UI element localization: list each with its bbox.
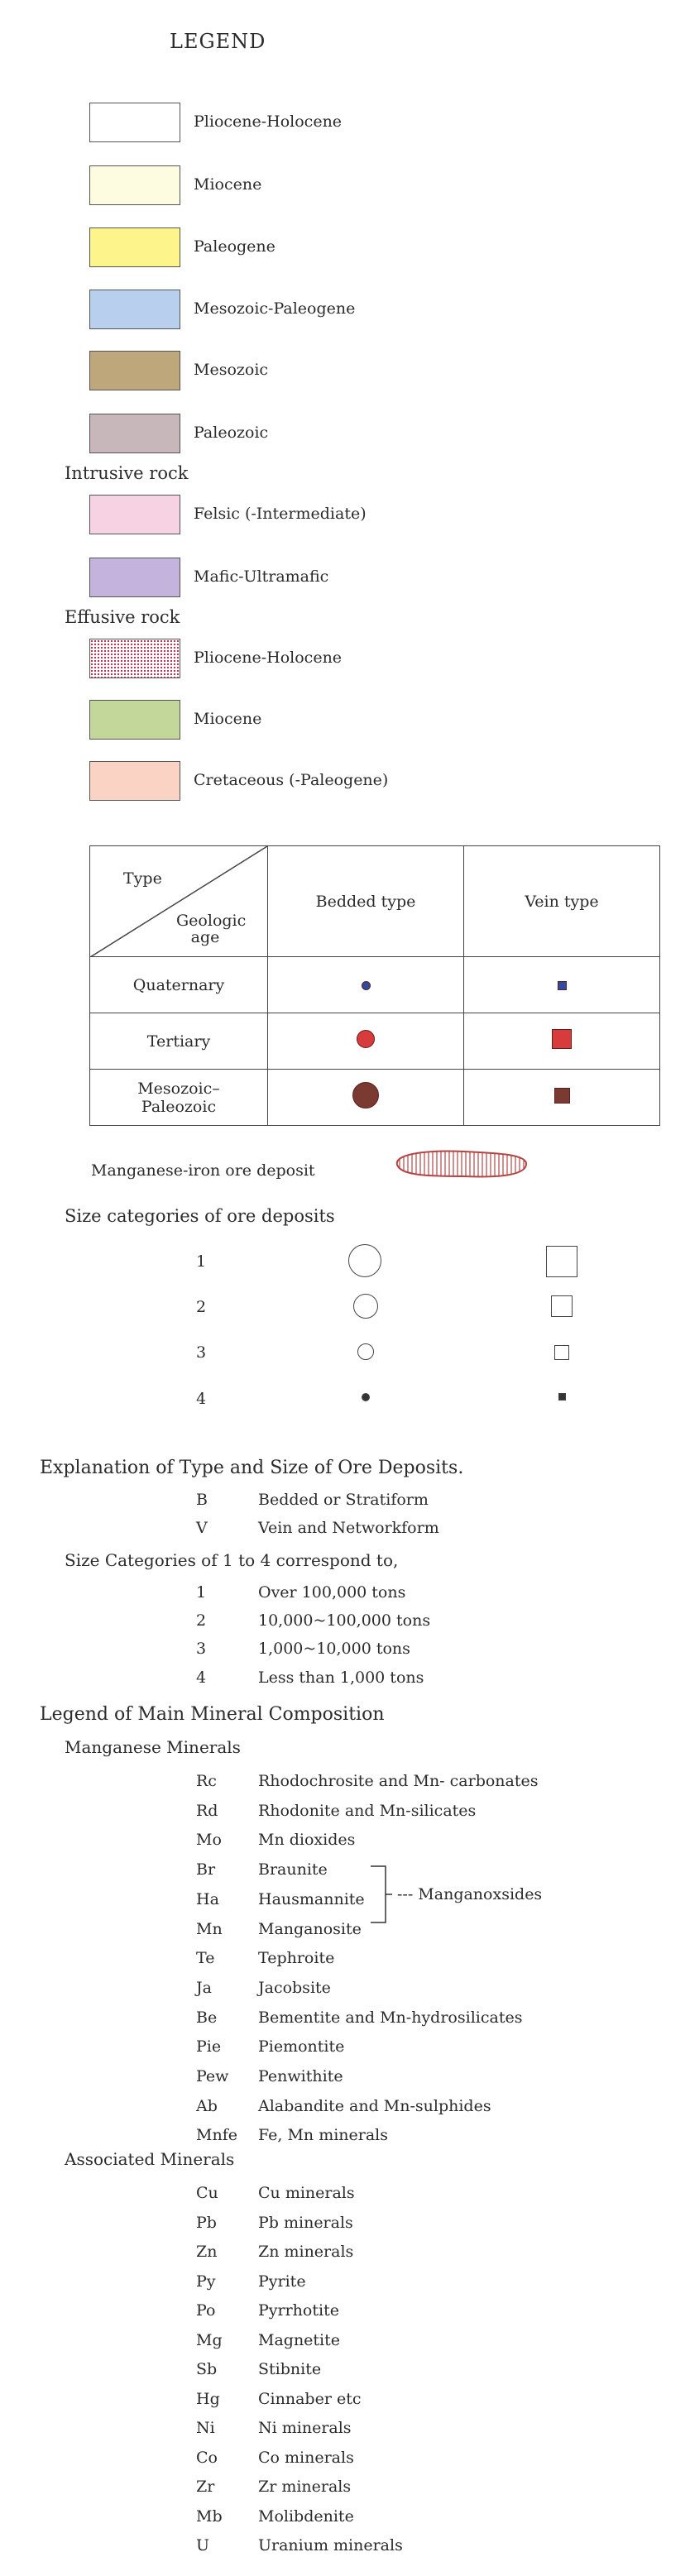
size-label: 2	[196, 1298, 207, 1316]
mineral-desc: Magnetite	[258, 2330, 341, 2349]
mineral-desc: Rhodochrosite and Mn- carbonates	[258, 1772, 539, 1790]
legend-label: Pliocene-Holocene	[194, 113, 343, 131]
mineral-code: Mn	[196, 1919, 223, 1938]
size-label: 4	[196, 1390, 207, 1408]
type-code: B	[196, 1491, 208, 1509]
legend-label: Mafic-Ultramafic	[194, 567, 329, 586]
bedded-symbol-cell	[268, 1013, 464, 1070]
mineral-desc: Tephroite	[258, 1949, 335, 1968]
size-label: 1	[196, 1252, 207, 1271]
mineral-desc: Pb minerals	[258, 2213, 353, 2232]
type-desc: Vein and Networkform	[258, 1519, 439, 1537]
swatch-paleogene	[89, 227, 180, 267]
mineral-code: Co	[196, 2448, 218, 2467]
mineral-code: Po	[196, 2301, 216, 2320]
vein-symbol-cell	[464, 957, 660, 1013]
tertiary-vein-symbol	[552, 1029, 572, 1049]
mineral-desc: Pyrite	[258, 2272, 306, 2291]
swatch-paleozoic	[89, 414, 180, 453]
manganese-minerals-heading: Manganese Minerals	[65, 1737, 241, 1757]
tertiary-bedded-symbol	[357, 1030, 375, 1048]
mineral-desc: Stibnite	[258, 2360, 322, 2378]
swatch-miocene	[89, 165, 180, 205]
mineral-code: Ab	[196, 2096, 218, 2115]
legend-label: Cretaceous (-Paleogene)	[194, 771, 389, 789]
swatch-pliocene-holocene	[89, 103, 180, 142]
mineral-desc: Jacobsite	[258, 1978, 331, 1997]
size-1-circle	[348, 1244, 381, 1277]
mineral-desc: Zr minerals	[258, 2478, 352, 2496]
size-code: 1	[196, 1583, 207, 1602]
legend-label: Felsic (-Intermediate)	[194, 505, 367, 523]
mineral-code: Ha	[196, 1889, 219, 1908]
mineral-desc: Cu minerals	[258, 2184, 355, 2202]
mn-iron-label: Manganese-iron ore deposit	[91, 1161, 315, 1180]
size-code: 2	[196, 1611, 207, 1630]
effusive-rock-heading: Effusive rock	[65, 607, 180, 627]
mineral-code: Rc	[196, 1772, 217, 1790]
legend-label: Miocene	[194, 710, 262, 728]
mineral-desc: Zn minerals	[258, 2243, 354, 2261]
mineral-code: Rd	[196, 1801, 218, 1820]
mineral-code: Mb	[196, 2507, 223, 2526]
manganoxsides-bracket	[369, 1863, 394, 1926]
mineral-desc: Pyrrhotite	[258, 2301, 339, 2320]
header-vein: Vein type	[464, 846, 660, 957]
mesozoic-vein-symbol	[554, 1088, 570, 1104]
mineral-desc: Co minerals	[258, 2448, 354, 2467]
mineral-code: Mnfe	[196, 2126, 237, 2145]
mineral-code: Mo	[196, 1831, 222, 1850]
mineral-code: Sb	[196, 2360, 218, 2378]
size-correspond-title: Size Categories of 1 to 4 correspond to,	[65, 1550, 399, 1570]
swatch-mesozoic-paleogene	[89, 290, 180, 329]
mineral-desc: Mn dioxides	[258, 1831, 356, 1850]
mineral-composition-title: Legend of Main Mineral Composition	[40, 1704, 385, 1725]
mineral-desc: Piemontite	[258, 2037, 345, 2056]
row-age: Tertiary	[90, 1013, 268, 1070]
mn-iron-ore-symbol	[386, 1147, 531, 1181]
mineral-desc: Fe, Mn minerals	[258, 2126, 389, 2145]
mineral-code: Zr	[196, 2478, 215, 2496]
mineral-code: U	[196, 2536, 210, 2554]
mineral-desc: Bementite and Mn-hydrosilicates	[258, 2008, 523, 2027]
size-desc: 10,000~100,000 tons	[258, 1611, 431, 1630]
mineral-code: Br	[196, 1860, 216, 1879]
size-3-circle	[357, 1343, 374, 1360]
size-categories-title: Size categories of ore deposits	[65, 1206, 335, 1226]
legend-label: Mesozoic	[194, 361, 269, 379]
mineral-code: Py	[196, 2272, 216, 2291]
quaternary-vein-symbol	[558, 981, 567, 990]
swatch-mesozoic	[89, 351, 180, 390]
size-desc: 1,000~10,000 tons	[258, 1640, 410, 1658]
mineral-code: Hg	[196, 2389, 220, 2408]
table-corner-header	[90, 846, 268, 957]
mineral-code: Cu	[196, 2184, 218, 2202]
mineral-code: Ja	[196, 1978, 212, 1997]
mineral-code: Te	[196, 1949, 215, 1968]
legend-label: Mesozoic-Paleogene	[194, 299, 356, 318]
mineral-code: Pew	[196, 2067, 229, 2085]
legend-label: Miocene	[194, 175, 262, 194]
legend-label: Paleozoic	[194, 424, 269, 442]
swatch-mafic-ultramafic	[89, 558, 180, 597]
mesozoic-bedded-symbol	[352, 1082, 379, 1108]
mineral-desc: Ni minerals	[258, 2419, 352, 2437]
size-4-circle	[362, 1393, 370, 1401]
mineral-desc: Molibdenite	[258, 2507, 354, 2526]
row-age	[90, 1070, 268, 1126]
mineral-code: Zn	[196, 2243, 218, 2261]
mineral-code: Mg	[196, 2330, 223, 2349]
swatch-felsic	[89, 495, 180, 534]
mineral-desc: Penwithite	[258, 2067, 343, 2085]
manganoxsides-label: --- Manganoxsides	[397, 1885, 543, 1903]
vein-symbol-cell	[464, 1070, 660, 1126]
size-2-square	[551, 1295, 573, 1317]
row-age-text: Mesozoic– Paleozoic	[137, 1079, 220, 1116]
size-4-square	[558, 1393, 566, 1401]
row-age: Quaternary	[90, 957, 268, 1013]
type-code: V	[196, 1519, 208, 1537]
deposit-type-table	[89, 845, 660, 1126]
mineral-desc: Hausmannite	[258, 1889, 365, 1908]
mineral-code: Ni	[196, 2419, 215, 2437]
bedded-symbol-cell	[268, 1070, 464, 1126]
size-desc: Over 100,000 tons	[258, 1583, 406, 1602]
size-3-square	[554, 1345, 569, 1360]
size-code: 3	[196, 1640, 207, 1658]
mineral-code: Pie	[196, 2037, 222, 2056]
explanation-title: Explanation of Type and Size of Ore Deposits.	[40, 1458, 464, 1478]
associated-minerals-heading: Associated Minerals	[65, 2149, 235, 2169]
legend-label: Pliocene-Holocene	[194, 649, 343, 667]
size-desc: Less than 1,000 tons	[258, 1669, 424, 1687]
size-code: 4	[196, 1669, 207, 1687]
mineral-desc: Rhodonite and Mn-silicates	[258, 1801, 477, 1820]
swatch-effusive-miocene	[89, 700, 180, 740]
bedded-symbol-cell	[268, 957, 464, 1013]
size-label: 3	[196, 1343, 207, 1362]
intrusive-rock-heading: Intrusive rock	[65, 463, 189, 483]
mineral-code: Be	[196, 2008, 218, 2027]
swatch-effusive-cretaceous	[89, 761, 180, 801]
mineral-desc: Uranium minerals	[258, 2536, 403, 2554]
vein-symbol-cell	[464, 1013, 660, 1070]
mineral-desc: Manganosite	[258, 1919, 362, 1938]
legend-title: LEGEND	[170, 30, 266, 53]
quaternary-bedded-symbol	[362, 981, 371, 990]
mineral-code: Pb	[196, 2213, 217, 2232]
size-2-circle	[353, 1294, 378, 1319]
legend-label: Paleogene	[194, 237, 276, 256]
mineral-desc: Braunite	[258, 1860, 328, 1879]
type-desc: Bedded or Stratiform	[258, 1491, 429, 1509]
swatch-effusive-pliocene-holocene	[89, 639, 180, 678]
header-geologic-age: Geologic age	[176, 912, 247, 946]
header-type: Type	[123, 869, 162, 888]
mineral-desc: Cinnaber etc	[258, 2389, 362, 2408]
header-bedded: Bedded type	[268, 846, 464, 957]
mineral-desc: Alabandite and Mn-sulphides	[258, 2096, 491, 2115]
size-1-square	[546, 1246, 577, 1277]
